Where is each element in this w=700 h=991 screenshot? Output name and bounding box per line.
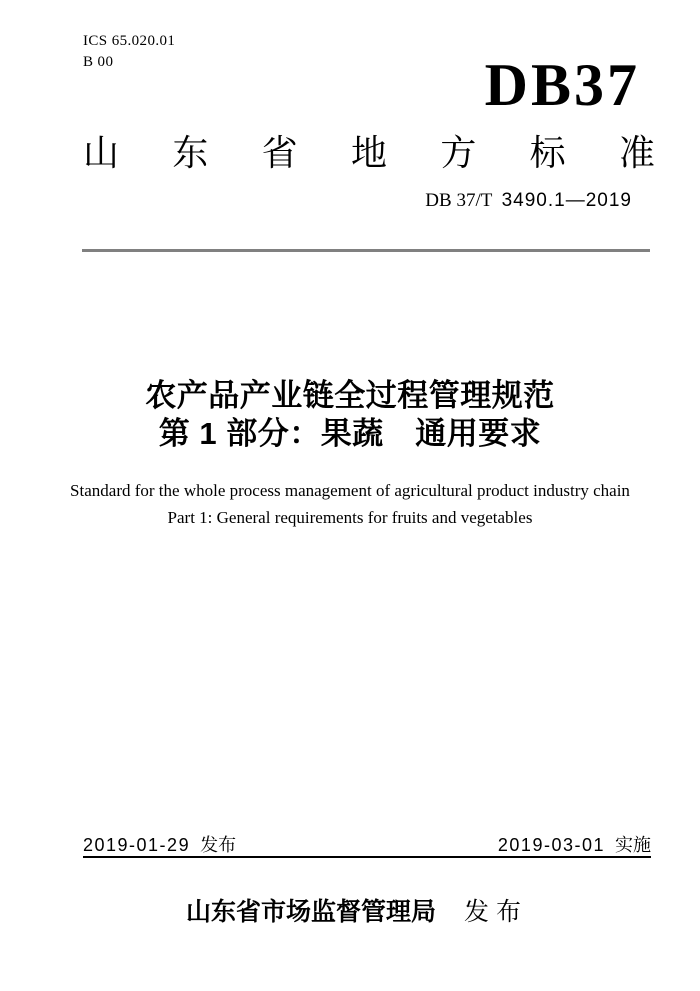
standard-number bbox=[425, 189, 632, 212]
issue-date: 2019-01-29 bbox=[83, 835, 191, 855]
db37-logo: DB37 bbox=[484, 52, 640, 118]
implement-date: 2019-03-01 bbox=[497, 835, 605, 855]
title-cn-line1: 农产品产业链全过程管理规范 bbox=[145, 378, 555, 413]
classification-code: B 00 bbox=[83, 54, 114, 70]
title-block-cn bbox=[0, 377, 700, 453]
issue-date-group bbox=[83, 835, 236, 856]
title-en-line1: Standard for the whole process management of agricultural product industry chain bbox=[70, 481, 630, 500]
title-block-en bbox=[0, 477, 700, 531]
ics-code: ICS 65.020.01 bbox=[83, 33, 176, 49]
publisher-name: 山东省市场监督管理局 bbox=[185, 898, 436, 926]
header-divider-rule bbox=[82, 249, 650, 252]
publish-label: 发布 bbox=[464, 898, 529, 926]
issue-label: 发布 bbox=[200, 835, 237, 855]
ics-code-block bbox=[83, 31, 175, 73]
implement-date-group bbox=[498, 835, 651, 856]
standard-number-value: 3490.1—2019 bbox=[501, 190, 632, 211]
title-en-line2: Part 1: General requirements for fruits and vegetables bbox=[167, 508, 533, 527]
footer-divider-rule bbox=[83, 856, 651, 858]
implement-label: 实施 bbox=[615, 835, 651, 855]
publisher-row bbox=[7, 897, 700, 927]
standard-name-cn: 山 东 省 地 方 标 准 bbox=[83, 132, 655, 173]
footer-dates-row bbox=[83, 835, 651, 856]
title-cn-line2: 第 1 部分：果蔬 通用要求 bbox=[158, 416, 542, 451]
standard-number-prefix: DB 37/T bbox=[425, 190, 493, 211]
